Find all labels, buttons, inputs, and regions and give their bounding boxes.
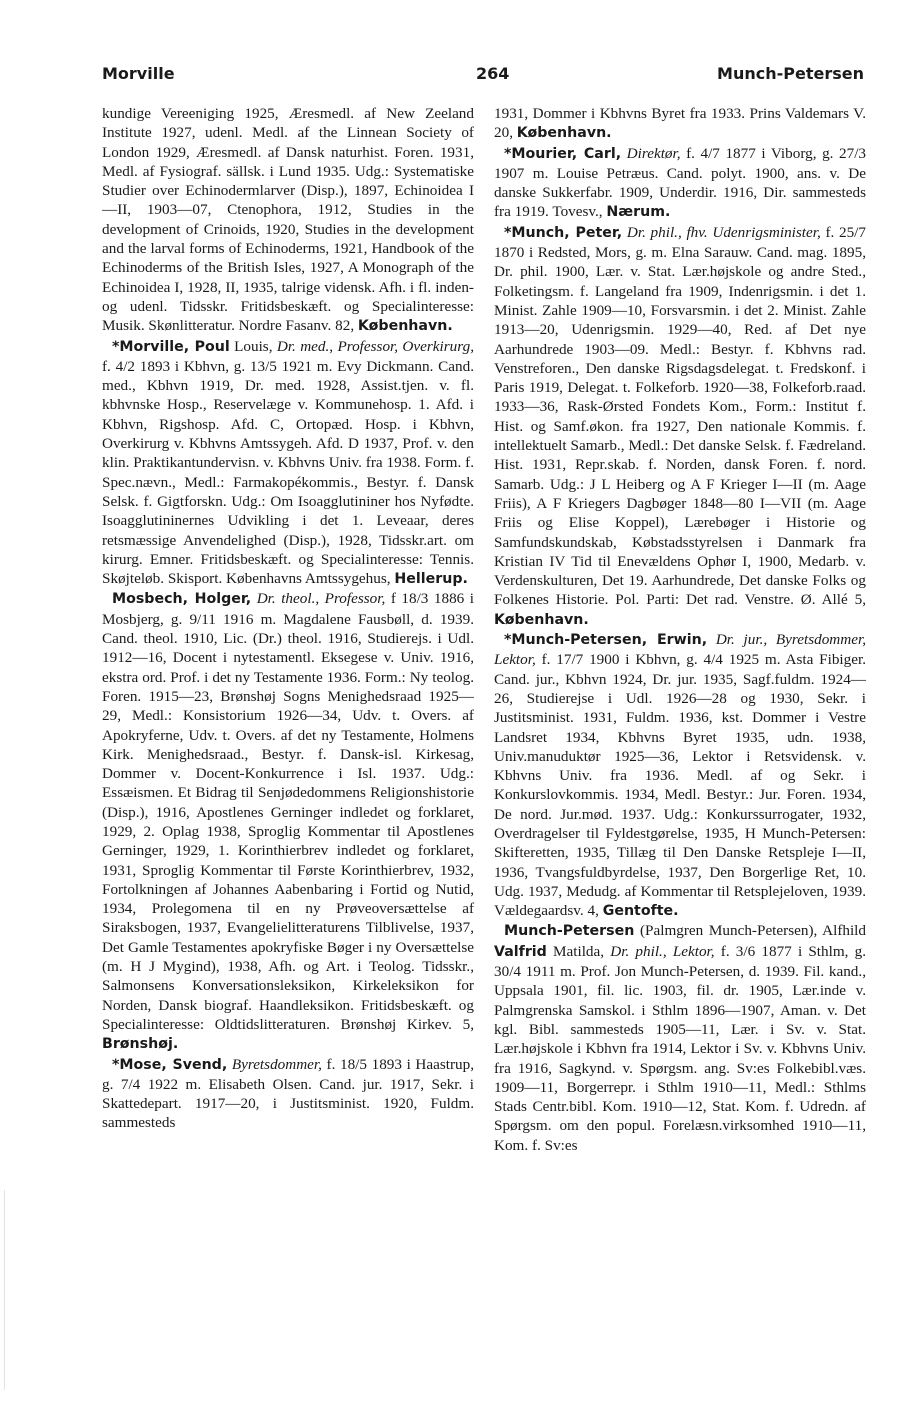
header-right-word: Munch-Petersen (717, 64, 864, 83)
entry-name-given: Valfrid (494, 943, 547, 960)
entry-address: Gentofte. (602, 903, 679, 920)
entry-address: Brønshøj. (102, 1036, 179, 1053)
entry-name-rest: Matilda, (546, 942, 611, 960)
entry-text: kundige Vereeniging 1925, Æresmedl. af New Zeeland Institute 1927, udenl. Medl. af the Linnean Society of London 1929, Æresmedl. af Dansk naturhist. Foren. 1931, Medl. af Fysiograf. sällsk. i Lund 1935. Udg.: Systematiske Studier over Echinodermlarver (Disp.), 1897, Echinoidea I—II, 1903—07, Ctenophora, 1912, Studies in the development of Crinoids, 1920, Studies in the development and the larval forms of Echinoderms, 1921, Handbook of the Echinoderms of the British Isles, 1927, A Monograph of the Echinoidea I, 1928, II, 1935, talrige vidensk. Afh. i fl. inden- og udenl. Tidsskr. Fritidsbeskæft. og Specialinteresse: Musik. Skønlitteratur. Nordre Fasanv. 82, (102, 105, 474, 335)
left-column (102, 104, 474, 1133)
entry-name-rest: Louis, (229, 337, 277, 355)
entry-mourier (494, 144, 866, 223)
entry-address: København. (494, 611, 589, 628)
continued-entry (494, 104, 866, 144)
entry-morville (102, 337, 474, 590)
entry-text: f. 3/6 1877 i Sthlm, g. 30/4 1911 m. Prof. Jon Munch-Petersen, d. 1939. Fil. kand., Uppsala 1901, fil. lic. 1903, fil. dr. 1905, Lær.inde v. Palmgrenska Samskol. i Sthlm 1896—1907, Aman. v. Det kgl. Bibl. sammesteds 1905—11, Lær. i Sv. v. Stat. Lær.højskole i Kbhvn fra 1914, Lektor i Sv. v. Kbhvns Univ. fra 1916, Sagkynd. v. Spørgsm. ang. Sv:es Folkebibl.væs. 1909—11, Borgerrepr. i Sthlm 1910—11, Medl.: Sthlms Stads Centr.bibl. Kom. 1910—12, Stat. Kom. f. Udredn. af Spørgsm. om den popul. Forelæsn.virksomhed 1910—11, Kom. f. Sv:es (494, 942, 866, 1154)
entry-text: f. 4/2 1893 i Kbhvn, g. 13/5 1921 m. Evy Dickmann. Cand. med., Kbhvn 1919, Dr. med. 1928, Assist.tjen. v. fl. kbhvnske Hosp., Reservelæge v. Kommunehosp. 1. Afd. i Kbhvn, Rigshosp. Afd. C, Ortopæd. Hosp. i Kbhvn, Overkirurg v. Kbhvns Amtssygeh. Afd. D 1937, Prof. v. den klin. Praktikantundervisn. v. Kbhvns Univ. fra 1938. Form. f. Spec.nævn., Medl.: Farmakopékommis., Bestyr. f. Dansk Selsk. f. Gigtforskn. Udg.: Om Isoagglutininer hos Nyfødte. Isoagglutininernes Udvikling i det 1. Leveaar, deres retsmæssige Anvendelighed (Disp.), 1928, Tidsskr.art. om kirurg. Emner. Fritidsbeskæft. og Specialinteresse: Tennis. Skøjteløb. Skisport. Københavns Amtssygehus, (102, 357, 474, 588)
entry-title: Dr. phil., Lektor, (610, 942, 715, 960)
entry-name: *Mourier, Carl, (504, 145, 622, 162)
entry-address: København. (516, 125, 612, 142)
entry-name: *Mose, Svend, (112, 1056, 228, 1073)
entry-name-rest: (Palmgren Munch-Petersen), Alfhild (634, 922, 866, 940)
entry-title: Dr. theol., Professor, (256, 590, 386, 608)
continued-entry (102, 104, 474, 337)
entry-title: Byretsdommer, (231, 1055, 322, 1073)
entry-name: *Munch-Petersen, Erwin, (504, 632, 708, 649)
page-number: 264 (476, 64, 510, 83)
entry-text: f. 4/7 1877 i Viborg, g. 27/3 1907 m. Louise Petræus. Cand. polyt. 1900, ans. v. De danske Sukkerfabr. 1909, Underdir. 1916, Dir. sammesteds fra 1919. Tovesv., (494, 144, 867, 221)
entry-title: Dr. phil., fhv. Udenrigsminister, (626, 223, 821, 241)
running-header (0, 64, 912, 88)
entry-name: Mosbech, Holger, (112, 591, 252, 608)
entry-name: *Morville, Poul (112, 338, 230, 355)
entry-text: f. 17/7 1900 i Kbhvn, g. 4/4 1925 m. Asta Fibiger. Cand. jur., Kbhvn 1924, Dr. jur. 1935, Sagf.fuldm. 1924—26, Studierejse i Udl. 1926—28 og 1930, Sekr. i Justitsminist. 1931, Fuldm. 1936, kst. Dommer i Vestre Landsret 1934, Kbhvns Byret 1935, udn. 1938, Univ.manuduktør 1925—36, Lektor i Retsvidensk. v. Kbhvns Univ. fra 1936. Medl. af og Sekr. i Konkurslovkommis. 1934, Medl. Bestyr.: Jur. Foren. 1934, De nord. Jur.mød. 1937. Udg.: Konkurssurrogater, 1932, Overdragelser til Fyldestgørelse, 1935, H Munch-Petersen: Skifteretten, 1935, Tillæg til Den Danske Retspleje I—II, 1936, Tvangsfuldbyrdelse, 1937, Den Borgerlige Ret, 10. Udg. 1937, Medudg. af Kommentar til Retsplejeloven, 1939. Vældegaardsv. 4, (494, 651, 866, 920)
entry-munch-petersen-valfrid (494, 921, 866, 1155)
entry-text: f. 18/5 1893 i Haastrup, g. 7/4 1922 m. Elisabeth Olsen. Cand. jur. 1917, Sekr. i Skattedepart. 1917—20, i Justitsminist. 1920, Fuldm. sammesteds (102, 1055, 475, 1132)
entry-text: f 18/3 1886 i Mosbjerg, g. 9/11 1916 m. Magdalene Fausbøll, d. 1939. Cand. theol. 1910, Lic. (Dr.) theol. 1916, Studierejs. i Udl. 1912—16, Docent i nytestamentl. Eksegese v. Univ. 1916, ekstra ord. Prof. i det ny Testamente 1936. Form.: Ny teolog. Foren. 1915—23, Brønshøj Sogns Menighedsraad 1925—29, Medl.: Konsistorium 1926—34, Udv. t. Overs. af Apokryferne, Udv. t. Overs. af det ny Testamente, Holmens Kirk. Menighedsraad., Bestyr. f. Dansk-isl. Kirkesag, Dommer v. Docent-Konkurrence i Isl. 1937. Udg.: Essæismen. Et Bidrag til Senjødedommens Religionshistorie (Disp.), 1916, Apostlenes Gerninger indledet og forklaret, 1929, 2. Oplag 1938, Sproglig Kommentar til Apostlenes Gerninger, 1929, 1. Korinthierbrev indledet og forklaret, 1931, Sproglig Kommentar til Første Korinthierbrev, 1932, Fortolkningen af Johannes Aabenbaring i Fortid og Nutid, 1934, Prolegomena til en ny Prøveoversættelse af Siraksbogen, 1937, Evangelielitteraturens Tilblivelse, 1937, Det Gamle Testamentes apokryfiske Bøger i ny Oversættelse (m. H J Mygind), 1938, Afh. og Art. i Teolog. Tidsskr., Salmonsens Konversationsleksikon, Kirkeleksikon for Norden, Dansk biograf. Haandleksikon. Fritidsbeskæft. og Specialinteresse: Oldtidslitteraturen. Brønshøj Kirkev. 5, (102, 590, 474, 1033)
entry-mosbech (102, 589, 474, 1054)
entry-text: 1931, Dommer i Kbhvns Byret fra 1933. Prins Valdemars V. 20, (494, 105, 866, 142)
entry-munch (494, 223, 866, 630)
entry-name: Munch-Petersen (504, 923, 635, 940)
entry-text: f. 25/7 1870 i Redsted, Mors, g. m. Elna Sarauw. Cand. mag. 1895, Dr. phil. 1900, Lær. v. Stat. Lær.højskole og andre Sted., Folketingsm. f. Langeland fra 1909, Indenrigsmin. i det 1. Minist. Zahle 1909—10, Forsvarsmin. i det 2. Minist. Zahle 1913—20, Udenrigsmin. 1929—40, Red. af Det nye Aarhundrede 1903—09. Medl.: Bestyr. f. Kbhvns rad. Venstreforen., Den danske Rigsdagsdelegat. t. Fredskonf. i Paris 1919, Delegat. t. Folkeforb. 1920—38, Folkeforb.raad. 1933—36, Rask-Ørsted Fondets Kom., Form.: Institut f. Hist. og Samf.økon. fra 1927, Den nationale Kommis. f. intellektuelt Samarb., Medl.: Det danske Selsk. f. Fædreland. Hist. 1931, Repr.skab. f. Norden, dansk Foren. f. nord. Samarb. Udg.: J L Heiberg og A F Krieger I—II (m. Aage Friis), A F Kriegers Dagbøger 1848—80 I—VII (m. Aage Friis og Elise Koppel), Lærebøger i Historie og Samfundskundskab, Købstadsstyrelsen i Danmark fra Kristian IV Tid til Enevældens Ophør I, 1900, Medarb. v. Verdenskulturen, Det 19. Aarhundrede, Det danske Folks og Folkenes Historie. Pol. Parti: Det rad. Venstre. Ø. Allé 5, (494, 223, 866, 609)
entry-address: Hellerup. (394, 571, 468, 588)
entry-mose (102, 1055, 474, 1133)
entry-munch-petersen-erwin (494, 630, 866, 921)
header-left-word: Morville (102, 64, 175, 83)
entry-title: Dr. jur., Byretsdommer, Lektor, (494, 631, 867, 669)
entry-title: Dr. med., Professor, Overkirurg, (276, 337, 474, 355)
scan-margin-line (4, 1190, 5, 1390)
entry-address: Nærum. (606, 204, 671, 221)
right-column (494, 104, 866, 1155)
entry-title: Direktør, (626, 144, 681, 162)
entry-address: København. (357, 318, 453, 335)
entry-name: *Munch, Peter, (504, 224, 623, 241)
